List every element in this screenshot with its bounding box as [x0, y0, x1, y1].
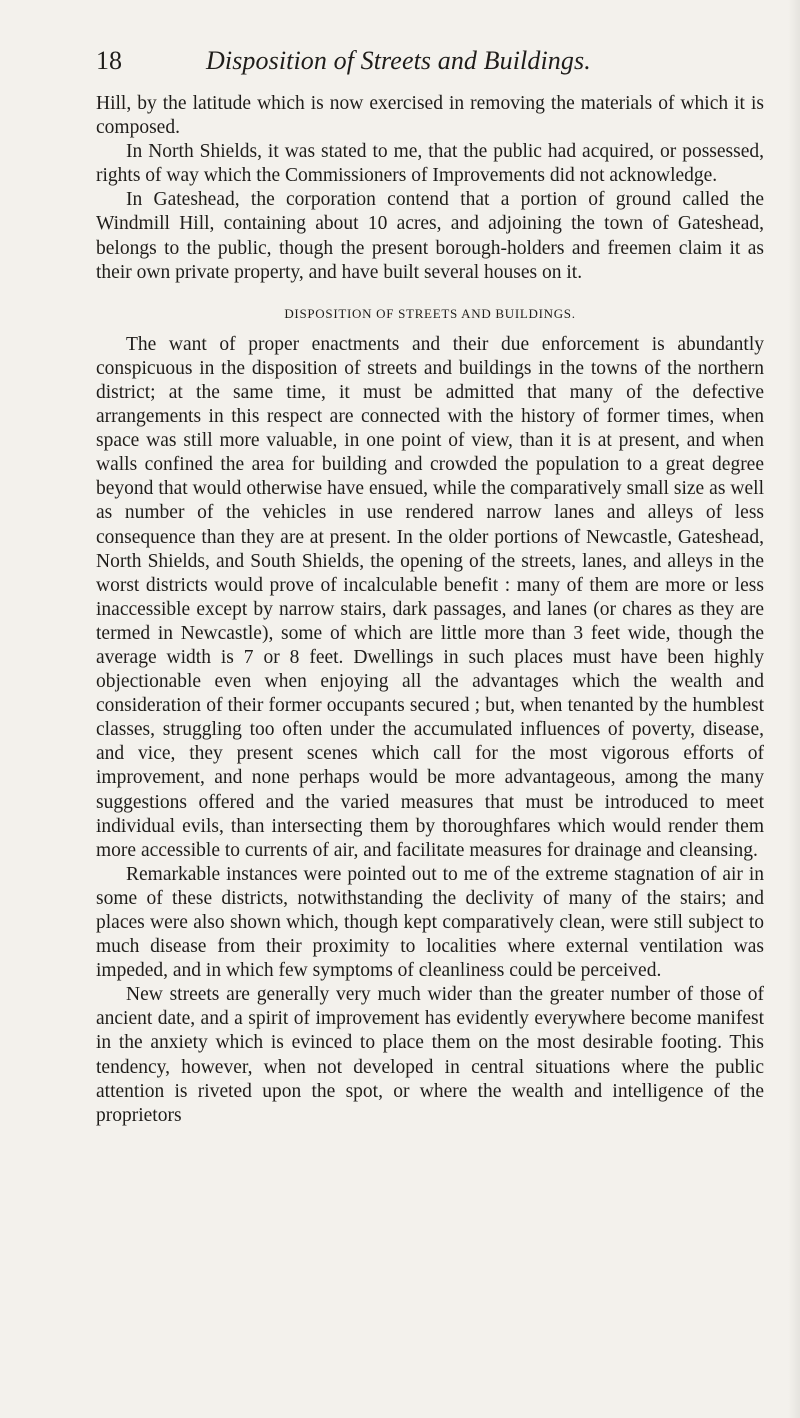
page-number: 18 [96, 46, 122, 75]
section-heading: DISPOSITION OF STREETS AND BUILDINGS. [284, 305, 576, 321]
running-header [96, 48, 764, 74]
running-title: Disposition of Streets and Buildings. [206, 46, 591, 75]
body-text [96, 92, 764, 1128]
paragraph: The want of proper enactments and their due enforcement is abundantly conspicuous in the disposition of streets and buildings in the towns of the northern district; at the same time, it must be admitted that many of the defective arrangements in this respect are connected with the history of former times, when space was still more valuable, in one point of view, than it is at present, and when walls confined the area for building and crowded the population to a great degree beyond that would otherwise have ensued, while the comparatively small size as well as number of the vehicles in use rendered narrow lanes and alleys of less consequence than they are at present. In the older portions of Newcastle, Gateshead, North Shields, and South Shields, the opening of the streets, lanes, and alleys in the worst districts would prove of incalculable benefit : many of them are more or less inaccessible except by narrow stairs, dark passages, and lanes (or chares as they are termed in Newcastle), some of which are little more than 3 feet wide, though the average width is 7 or 8 feet. Dwellings in such places must have been highly objectionable even when enjoying all the advantages which the wealth and consideration of their former occupants secured ; but, when tenanted by the humblest classes, struggling too often under the accumulated influences of poverty, disease, and vice, they present scenes which call for the most vigorous efforts of improvement, and none perhaps would be more advantageous, among the many suggestions offered and the varied measures that must be introduced to meet individual evils, than intersecting them by thoroughfares which would render them more accessible to currents of air, and facilitate measures for drainage and cleansing. [96, 333, 764, 861]
paragraph: In North Shields, it was stated to me, that the public had acquired, or possessed, rights of way which the Commissioners of Improvements did not acknowledge. [96, 141, 764, 187]
paragraph: New streets are generally very much wider than the greater number of those of ancient date, and a spirit of improvement has evidently everywhere become manifest in the anxiety which is evinced to place them on the most desirable footing. This tendency, however, when not developed in central situations where the public attention is riveted upon the spot, or where the wealth and intelligence of the proprietors [96, 984, 764, 1126]
paragraph: In Gateshead, the corporation contend that a portion of ground called the Windmill Hill, containing about 10 acres, and adjoining the town of Gateshead, belongs to the public, though the present borough-holders and freemen claim it as their own private property, and have built several houses on it. [96, 189, 764, 283]
paragraph: Remarkable instances were pointed out to me of the extreme stagnation of air in some of these districts, notwithstanding the declivity of many of the stairs; and places were also shown which, though kept comparatively clean, were still subject to much disease from their proximity to localities where external ventilation was impeded, and in which few symptoms of cleanliness could be perceived. [96, 863, 764, 982]
paragraph: Hill, by the latitude which is now exercised in removing the materials of which it is composed. [96, 93, 764, 139]
